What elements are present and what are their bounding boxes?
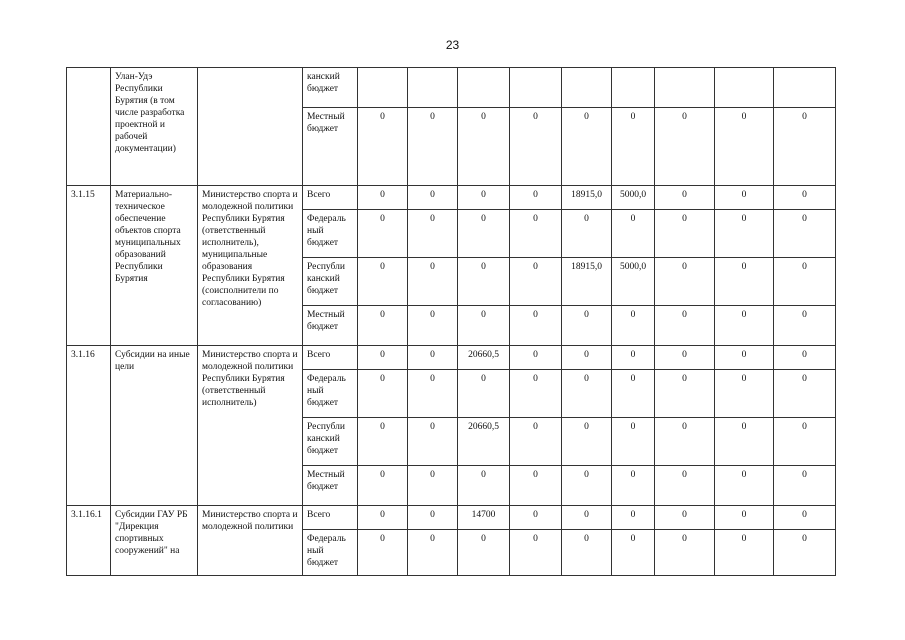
- value-cell: 0: [358, 506, 408, 530]
- funding-source: Местный бюджет: [303, 306, 358, 346]
- value-cell: 0: [358, 108, 408, 186]
- value-cell: 0: [612, 466, 655, 506]
- funding-source: Местный бюджет: [303, 466, 358, 506]
- value-cell: 0: [510, 506, 562, 530]
- value-cell: 0: [358, 346, 408, 370]
- value-cell: 0: [408, 346, 458, 370]
- value-cell: 0: [458, 108, 510, 186]
- value-cell: 0: [655, 466, 715, 506]
- value-cell: 0: [612, 210, 655, 258]
- value-cell: 0: [408, 210, 458, 258]
- value-cell: 0: [774, 506, 836, 530]
- table-row: [67, 186, 836, 210]
- value-cell: 20660,5: [458, 346, 510, 370]
- funding-source: Федераль ный бюджет: [303, 530, 358, 576]
- value-cell: 0: [458, 466, 510, 506]
- value-cell: 0: [655, 108, 715, 186]
- value-cell: 0: [655, 258, 715, 306]
- value-cell: 0: [358, 530, 408, 576]
- value-cell: 0: [655, 306, 715, 346]
- value-cell: 0: [408, 186, 458, 210]
- value-cell: [612, 68, 655, 108]
- row-executor: [198, 68, 303, 186]
- value-cell: 0: [774, 530, 836, 576]
- funding-source: Федераль ный бюджет: [303, 210, 358, 258]
- value-cell: 5000,0: [612, 258, 655, 306]
- table-row: [67, 346, 836, 370]
- value-cell: 0: [774, 306, 836, 346]
- value-cell: 0: [510, 418, 562, 466]
- value-cell: 0: [715, 108, 774, 186]
- value-cell: 0: [655, 506, 715, 530]
- value-cell: 0: [655, 186, 715, 210]
- value-cell: 0: [510, 346, 562, 370]
- value-cell: 0: [562, 370, 612, 418]
- value-cell: 0: [458, 186, 510, 210]
- value-cell: 0: [458, 530, 510, 576]
- funding-source: канский бюджет: [303, 68, 358, 108]
- row-code: [67, 68, 111, 186]
- value-cell: 0: [408, 530, 458, 576]
- value-cell: 0: [774, 370, 836, 418]
- value-cell: 0: [358, 210, 408, 258]
- funding-source: Всего: [303, 346, 358, 370]
- value-cell: 0: [612, 108, 655, 186]
- page-number: 23: [445, 38, 460, 52]
- funding-source: Всего: [303, 186, 358, 210]
- value-cell: 0: [612, 306, 655, 346]
- value-cell: 0: [774, 210, 836, 258]
- value-cell: 0: [655, 370, 715, 418]
- row-name: Субсидии ГАУ РБ "Дирекция спортивных сооружений" на: [111, 506, 198, 576]
- value-cell: 0: [612, 346, 655, 370]
- row-code: 3.1.15: [67, 186, 111, 346]
- value-cell: 5000,0: [612, 186, 655, 210]
- table-row: [67, 68, 836, 108]
- value-cell: [715, 68, 774, 108]
- row-executor: Министерство спорта и молодежной политики Республики Бурятия (ответственный исполнитель): [198, 346, 303, 506]
- value-cell: 0: [655, 346, 715, 370]
- value-cell: 0: [408, 306, 458, 346]
- value-cell: 0: [612, 506, 655, 530]
- value-cell: 0: [612, 370, 655, 418]
- value-cell: 0: [358, 466, 408, 506]
- value-cell: 0: [774, 418, 836, 466]
- funding-source: Республи канский бюджет: [303, 258, 358, 306]
- value-cell: 0: [358, 418, 408, 466]
- budget-table: [66, 67, 836, 576]
- value-cell: [510, 68, 562, 108]
- funding-source: Всего: [303, 506, 358, 530]
- value-cell: 0: [715, 466, 774, 506]
- value-cell: 0: [655, 530, 715, 576]
- value-cell: 0: [612, 530, 655, 576]
- value-cell: 0: [510, 210, 562, 258]
- row-name: Субсидии на иные цели: [111, 346, 198, 506]
- value-cell: 0: [562, 530, 612, 576]
- value-cell: 0: [655, 210, 715, 258]
- value-cell: 0: [408, 370, 458, 418]
- value-cell: 0: [774, 466, 836, 506]
- value-cell: 0: [510, 466, 562, 506]
- value-cell: 0: [458, 306, 510, 346]
- value-cell: 0: [562, 506, 612, 530]
- funding-source: Федераль ный бюджет: [303, 370, 358, 418]
- value-cell: 0: [408, 506, 458, 530]
- value-cell: 0: [715, 346, 774, 370]
- value-cell: [562, 68, 612, 108]
- value-cell: 0: [458, 210, 510, 258]
- value-cell: 0: [562, 108, 612, 186]
- value-cell: 0: [774, 108, 836, 186]
- value-cell: 0: [358, 258, 408, 306]
- value-cell: [774, 68, 836, 108]
- value-cell: 0: [358, 186, 408, 210]
- value-cell: 0: [715, 258, 774, 306]
- value-cell: 0: [358, 306, 408, 346]
- value-cell: 0: [458, 258, 510, 306]
- value-cell: 18915,0: [562, 258, 612, 306]
- value-cell: 0: [612, 418, 655, 466]
- row-name: Материально-техническое обеспечение объектов спорта муниципальных образований Республики Бурятия: [111, 186, 198, 346]
- table-row: [67, 506, 836, 530]
- value-cell: 0: [562, 306, 612, 346]
- value-cell: 0: [510, 530, 562, 576]
- value-cell: 14700: [458, 506, 510, 530]
- value-cell: 0: [715, 186, 774, 210]
- value-cell: 0: [715, 530, 774, 576]
- row-name: Улан-Удэ Республики Бурятия (в том числе разработка проектной и рабочей документации): [111, 68, 198, 186]
- value-cell: 0: [774, 258, 836, 306]
- value-cell: 0: [774, 186, 836, 210]
- value-cell: 0: [510, 306, 562, 346]
- funding-source: Местный бюджет: [303, 108, 358, 186]
- value-cell: 0: [562, 210, 612, 258]
- row-executor: Министерство спорта и молодежной политики: [198, 506, 303, 576]
- value-cell: 0: [510, 186, 562, 210]
- value-cell: [655, 68, 715, 108]
- value-cell: 0: [408, 108, 458, 186]
- value-cell: 0: [408, 258, 458, 306]
- row-code: 3.1.16.1: [67, 506, 111, 576]
- row-code: 3.1.16: [67, 346, 111, 506]
- value-cell: 0: [562, 466, 612, 506]
- value-cell: 0: [458, 370, 510, 418]
- value-cell: 20660,5: [458, 418, 510, 466]
- value-cell: 0: [562, 346, 612, 370]
- value-cell: 0: [655, 418, 715, 466]
- value-cell: 0: [510, 258, 562, 306]
- value-cell: 0: [510, 108, 562, 186]
- value-cell: 18915,0: [562, 186, 612, 210]
- value-cell: 0: [774, 346, 836, 370]
- value-cell: 0: [715, 506, 774, 530]
- funding-source: Республи канский бюджет: [303, 418, 358, 466]
- value-cell: 0: [408, 466, 458, 506]
- value-cell: 0: [510, 370, 562, 418]
- value-cell: 0: [715, 418, 774, 466]
- value-cell: 0: [562, 418, 612, 466]
- value-cell: 0: [715, 370, 774, 418]
- value-cell: 0: [408, 418, 458, 466]
- value-cell: [408, 68, 458, 108]
- value-cell: 0: [715, 210, 774, 258]
- value-cell: [458, 68, 510, 108]
- value-cell: [358, 68, 408, 108]
- row-executor: Министерство спорта и молодежной политики Республики Бурятия (ответственный исполнитель), муниципальные образования Республики Бурятия (соисполнители по согласованию): [198, 186, 303, 346]
- value-cell: 0: [715, 306, 774, 346]
- value-cell: 0: [358, 370, 408, 418]
